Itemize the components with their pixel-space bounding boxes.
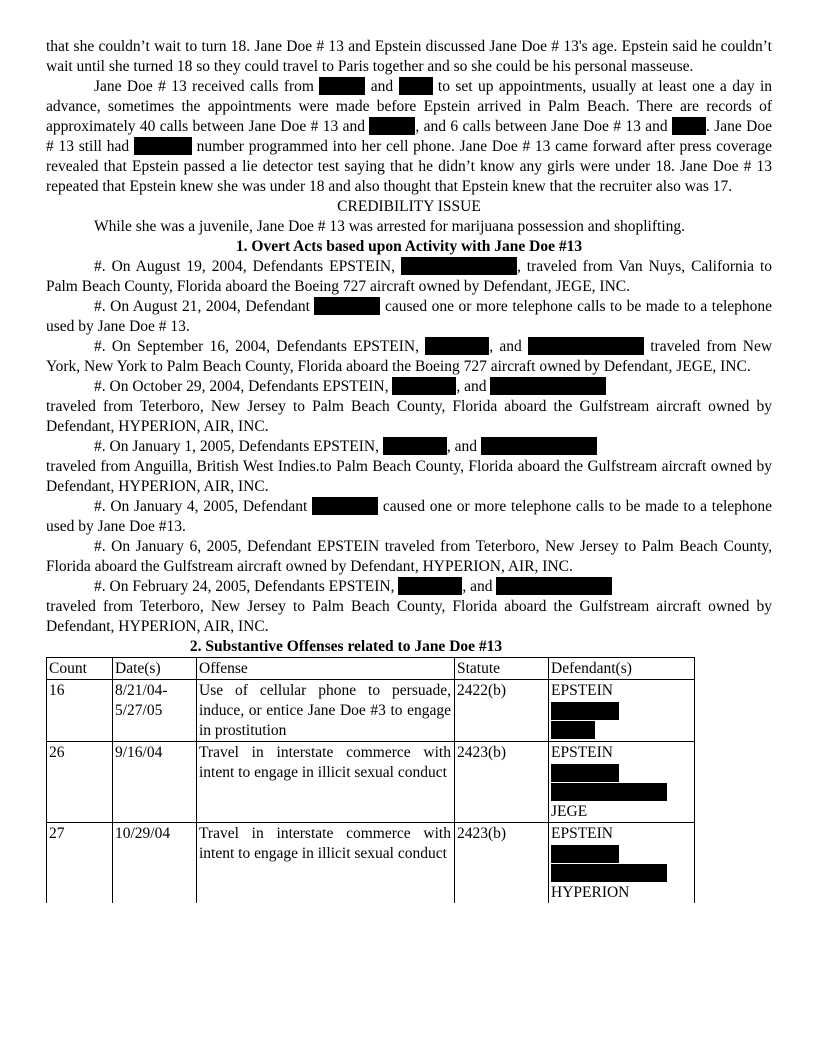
overt-act-paragraph <box>46 377 772 437</box>
table-row <box>47 680 695 742</box>
table-header: Date(s) <box>113 658 197 680</box>
redaction-block <box>398 577 462 595</box>
redaction-block <box>551 721 595 739</box>
text-fragment: , and <box>446 438 477 455</box>
defendant-name: JEGE <box>551 803 588 820</box>
redaction-block <box>490 377 606 395</box>
paragraph-calls <box>46 77 772 197</box>
text-fragment: traveled from Anguilla, British West Indies.to Palm Beach County, Florida aboard the Gulfstream aircraft owned by Defendant, HYPERION, AIR, INC. <box>46 458 772 495</box>
table-header: Offense <box>197 658 455 680</box>
redaction-block <box>319 77 365 95</box>
count-cell: 26 <box>47 742 113 823</box>
redaction-block <box>425 337 489 355</box>
redaction-block <box>399 77 433 95</box>
redaction-block <box>551 702 619 720</box>
defendant-name: EPSTEIN <box>551 825 613 842</box>
defendants-cell <box>549 823 695 904</box>
credibility-heading: CREDIBILITY ISSUE <box>337 198 481 215</box>
redaction-block <box>551 845 619 863</box>
redaction-block <box>369 117 415 135</box>
credibility-text: While she was a juvenile, Jane Doe # 13 was arrested for marijuana possession and shoplifting. <box>94 218 685 235</box>
text-fragment: #. On October 29, 2004, Defendants EPSTEIN, <box>94 378 389 395</box>
overt-act-paragraph <box>46 297 772 337</box>
defendant-name: EPSTEIN <box>551 744 613 761</box>
defendant-name: EPSTEIN <box>551 682 613 699</box>
defendant-name: HYPERION <box>551 884 630 901</box>
overt-act-paragraph <box>46 577 772 637</box>
statute-cell: 2423(b) <box>455 823 549 904</box>
table-header: Statute <box>455 658 549 680</box>
text-fragment: #. On August 19, 2004, Defendants EPSTEIN, <box>94 258 395 275</box>
overt-act-paragraph <box>46 437 772 497</box>
offenses-heading: 2. Substantive Offenses related to Jane Doe #13 <box>189 638 503 655</box>
dates-cell: 9/16/04 <box>113 742 197 823</box>
paragraph-continuation: that she couldn’t wait to turn 18. Jane Doe # 13 and Epstein discussed Jane Doe # 13's age. Epstein said he couldn’t wait until she turned 18 so they could travel to Paris together and so she could be his personal masseuse. <box>46 38 772 75</box>
redaction-block <box>383 437 447 455</box>
document-page <box>46 37 772 903</box>
dates-cell: 10/29/04 <box>113 823 197 904</box>
table-header-row <box>47 658 695 680</box>
text-fragment: , and <box>456 378 487 395</box>
offense-cell: Travel in interstate commerce with intent to engage in illicit sexual conduct <box>197 823 455 904</box>
text-fragment: . Jane Doe # 13 still had <box>46 118 772 155</box>
offense-cell: Travel in interstate commerce with intent to engage in illicit sexual conduct <box>197 742 455 823</box>
defendants-cell <box>549 680 695 742</box>
redaction-block <box>551 864 667 882</box>
text-fragment: traveled from New York, New York to Palm Beach County, Florida aboard the Boeing 727 aircraft owned by Defendant, JEGE, INC. <box>46 338 773 375</box>
table-header: Count <box>47 658 113 680</box>
text-fragment: #. On August 21, 2004, Defendant <box>94 298 310 315</box>
redaction-block <box>481 437 597 455</box>
redaction-block <box>392 377 456 395</box>
text-fragment: traveled from Teterboro, New Jersey to Palm Beach County, Florida aboard the Gulfstream aircraft owned by Defendant, HYPERION, AIR, INC. <box>46 398 772 435</box>
overt-act-paragraph <box>46 497 772 537</box>
text-fragment: to set up appointments, usually at least one a day in advance, sometimes the appointments were made before Epstein arrived in Palm Beach. There are records of approximately 40 calls between Jane Doe # 13 and <box>46 78 773 135</box>
redaction-block <box>314 297 380 315</box>
overt-acts-heading: 1. Overt Acts based upon Activity with Jane Doe #13 <box>235 238 583 255</box>
count-cell: 16 <box>47 680 113 742</box>
offenses-table <box>46 657 695 903</box>
redaction-block <box>401 257 517 275</box>
statute-cell: 2422(b) <box>455 680 549 742</box>
text-fragment: number programmed into her cell phone. Jane Doe # 13 came forward after press coverage revealed that Epstein passed a lie detector test saying that he didn’t know any girls were under 18. Jane Doe # 13 repeated that Epstein knew she was under 18 and also thought that Epstein knew that the recruiter also was 17. <box>46 138 773 195</box>
text-fragment: #. On January 4, 2005, Defendant <box>94 498 308 515</box>
table-row <box>47 823 695 904</box>
table-row <box>47 742 695 823</box>
overt-act-paragraph <box>46 257 772 297</box>
text-fragment: , and 6 calls between Jane Doe # 13 and <box>415 118 668 135</box>
offense-cell: Use of cellular phone to persuade, induce, or entice Jane Doe #3 to engage in prostitution <box>197 680 455 742</box>
redaction-block <box>312 497 378 515</box>
text-fragment: and <box>370 78 394 95</box>
text-fragment: , and <box>489 338 522 355</box>
redaction-block <box>528 337 644 355</box>
redaction-block <box>672 117 706 135</box>
overt-act-paragraph <box>46 337 772 377</box>
table-header: Defendant(s) <box>549 658 695 680</box>
redaction-block <box>134 137 192 155</box>
text-fragment: Jane Doe # 13 received calls from <box>94 78 314 95</box>
text-fragment: traveled from Teterboro, New Jersey to Palm Beach County, Florida aboard the Gulfstream aircraft owned by Defendant, HYPERION, AIR, INC. <box>46 598 772 635</box>
text-fragment: #. On September 16, 2004, Defendants EPSTEIN, <box>94 338 419 355</box>
text-fragment: caused one or more telephone calls to be made to a telephone used by Jane Doe #13. <box>46 498 773 535</box>
text-fragment: #. On January 1, 2005, Defendants EPSTEIN, <box>94 438 379 455</box>
defendants-cell <box>549 742 695 823</box>
text-fragment: caused one or more telephone calls to be made to a telephone used by Jane Doe # 13. <box>46 298 773 335</box>
count-cell: 27 <box>47 823 113 904</box>
overt-act-paragraph: #. On January 6, 2005, Defendant EPSTEIN traveled from Teterboro, New Jersey to Palm Beach County, Florida aboard the Gulfstream aircraft owned by Defendant, HYPERION, AIR, INC. <box>46 538 772 575</box>
dates-cell: 8/21/04-5/27/05 <box>113 680 197 742</box>
statute-cell: 2423(b) <box>455 742 549 823</box>
redaction-block <box>551 783 667 801</box>
text-fragment: , and <box>462 578 493 595</box>
redaction-block <box>551 764 619 782</box>
redaction-block <box>496 577 612 595</box>
text-fragment: , traveled from Van Nuys, California to Palm Beach County, Florida aboard the Boeing 727 aircraft owned by Defendant, JEGE, INC. <box>46 258 772 295</box>
text-fragment: #. On February 24, 2005, Defendants EPSTEIN, <box>94 578 395 595</box>
